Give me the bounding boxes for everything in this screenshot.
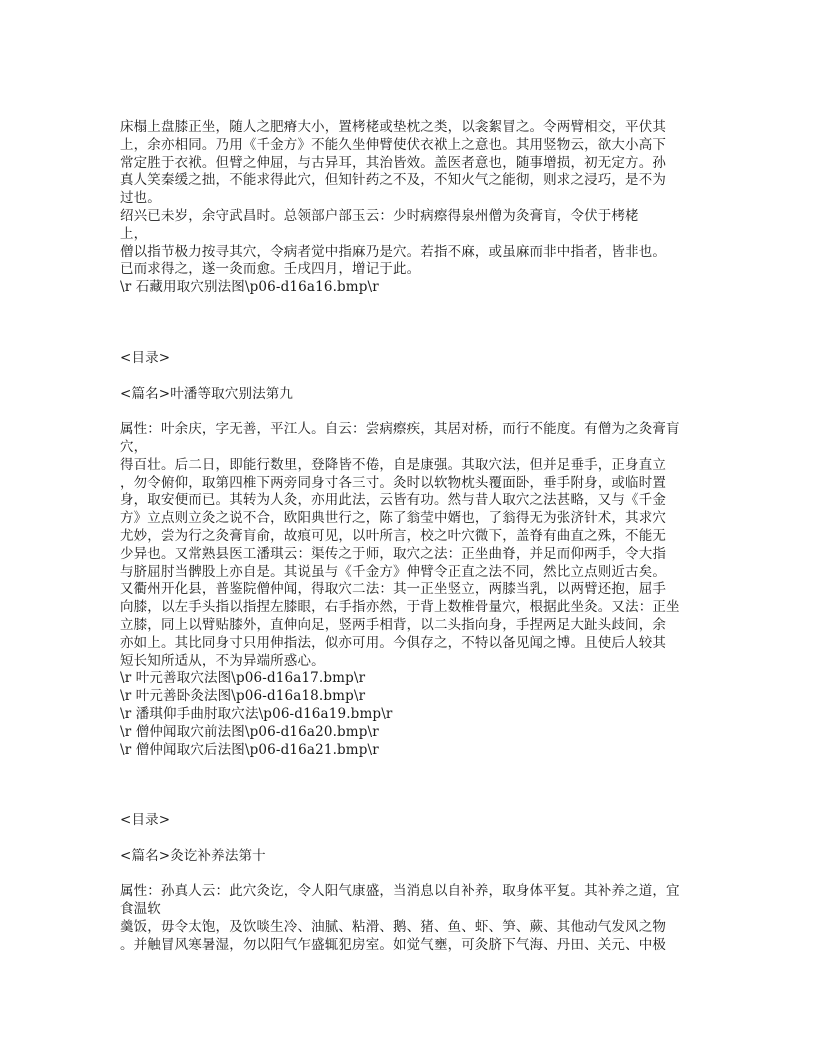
text-line: 僧以指节极力按寻其穴，令病者觉中指麻乃是穴。若指不麻，或虽麻而非中指者，皆非也。	[120, 243, 666, 260]
text-line: 食温软	[120, 901, 161, 918]
section-1-body	[120, 119, 700, 297]
text-line: 常定胜于衣袱。但臂之伸屈，与古异耳，其治皆效。盖医者意也，随事增损，初无定方。孙	[120, 154, 666, 171]
text-line: 立膝，同上以臂贴膝外，直伸向足，竖两手相背，以二头指向身，手捏两足大趾头歧间，余	[120, 616, 666, 633]
text-line: 上，余亦相同。乃用《千金方》不能久坐伸臂使伏衣袱上之意也。其用竖物云，欲大小高下	[120, 136, 666, 153]
image-reference: \r 僧仲闻取穴前法图\p06-d16a20.bmp\r	[120, 723, 379, 740]
text-line: 方》立点则立灸之说不合，欧阳典世行之，陈了翁莹中婿也，了翁得无为张济针术，其求穴	[120, 510, 666, 527]
text-line: 与脐屈肘当髀股上亦自是。其说虽与《千金方》伸臂令正直之法不同，然比立点则近古矣。	[120, 563, 666, 580]
text-line: 已而求得之，遂一灸而愈。壬戌四月，增记于此。	[120, 261, 421, 278]
text-line: 上，	[120, 225, 148, 242]
toc-marker: <目录>	[120, 349, 171, 366]
text-line: 。并触冒风寒暑湿，勿以阳气乍盛辄犯房室。如觉气壅，可灸脐下气海、丹田、关元、中极	[120, 936, 666, 953]
text-line: 又衢州开化县，普鉴院僧仲闻，得取穴二法：其一正坐竖立，两膝当乳，以两臂还抱，屈手	[120, 581, 666, 598]
text-line: 穴，	[120, 438, 148, 455]
image-reference: \r 石藏用取穴别法图\p06-d16a16.bmp\r	[120, 279, 379, 296]
section-title: <篇名>灸讫补养法第十	[120, 847, 266, 864]
image-reference: \r 叶元善卧灸法图\p06-d16a18.bmp\r	[120, 688, 366, 705]
text-line: 绍兴已未岁，余守武昌时。总领部户部玉云：少时病瘵得泉州僧为灸膏肓，令伏于栲栳	[120, 207, 639, 224]
text-line: 得百壮。后二日，即能行数里，登降皆不倦，自是康强。其取穴法，但并足垂手，正身直立	[120, 456, 666, 473]
image-reference: \r 潘琪仰手曲肘取穴法\p06-d16a19.bmp\r	[120, 705, 393, 722]
toc-marker: <目录>	[120, 812, 171, 829]
text-line: 羹饭，毋令太饱，及饮啖生冷、油腻、粘滑、鹅、猪、鱼、虾、笋、蕨、其他动气发风之物	[120, 919, 666, 936]
text-line: 短长知所适从，不为异端所惑心。	[120, 652, 325, 669]
text-line: 少异也。又常熟县医工潘琪云：渠传之于师，取穴之法：正坐曲脊，并足而仰两手，令大指	[120, 545, 666, 562]
text-line: 属性：孙真人云：此穴灸讫，令人阳气康盛，当消息以自补养，取身体平复。其补养之道，宜	[120, 883, 680, 900]
section-2-body	[120, 421, 700, 759]
text-line: 亦如上。其比同身寸只用伸指法，似亦可用。今俱存之，不特以备见闻之博。且使后人较其	[120, 634, 666, 651]
section-title: <篇名>叶潘等取穴别法第九	[120, 385, 294, 402]
text-line: 向膝，以左手头指以指捏左膝眼，右手指亦然，于背上数椎骨量穴，根据此坐灸。又法：正坐	[120, 599, 680, 616]
image-reference: \r 僧仲闻取穴后法图\p06-d16a21.bmp\r	[120, 741, 379, 758]
text-line: 床榻上盘膝正坐，随人之肥瘠大小，置栲栳或垫枕之类，以衾絮冒之。令两臂相交，平伏其	[120, 119, 666, 135]
text-line: 过也。	[120, 190, 161, 207]
text-line: ，勿令俯仰，取第四椎下两旁同身寸各三寸。灸时以软物枕头覆面卧，垂手附身，或临时置	[120, 474, 666, 491]
text-line: 尤妙，尝为行之灸膏肓俞，故痕可见，以叶所言，校之叶穴微下，盖脊有曲直之殊，不能无	[120, 527, 666, 544]
document-page	[120, 119, 700, 955]
image-reference: \r 叶元善取穴法图\p06-d16a17.bmp\r	[120, 670, 366, 687]
section-3-body	[120, 883, 700, 954]
text-line: 真人笑秦缓之拙，不能求得此穴，但知针药之不及，不知火气之能彻，则求之浸巧，是不为	[120, 172, 666, 189]
text-line: 身，取安便而已。其转为人灸，亦用此法，云皆有功。然与昔人取穴之法甚略，又与《千金	[120, 492, 666, 509]
text-line: 属性：叶余庆，字无善，平江人。自云：尝病瘵疾，其居对桥，而行不能度。有僧为之灸膏肓	[120, 421, 680, 438]
